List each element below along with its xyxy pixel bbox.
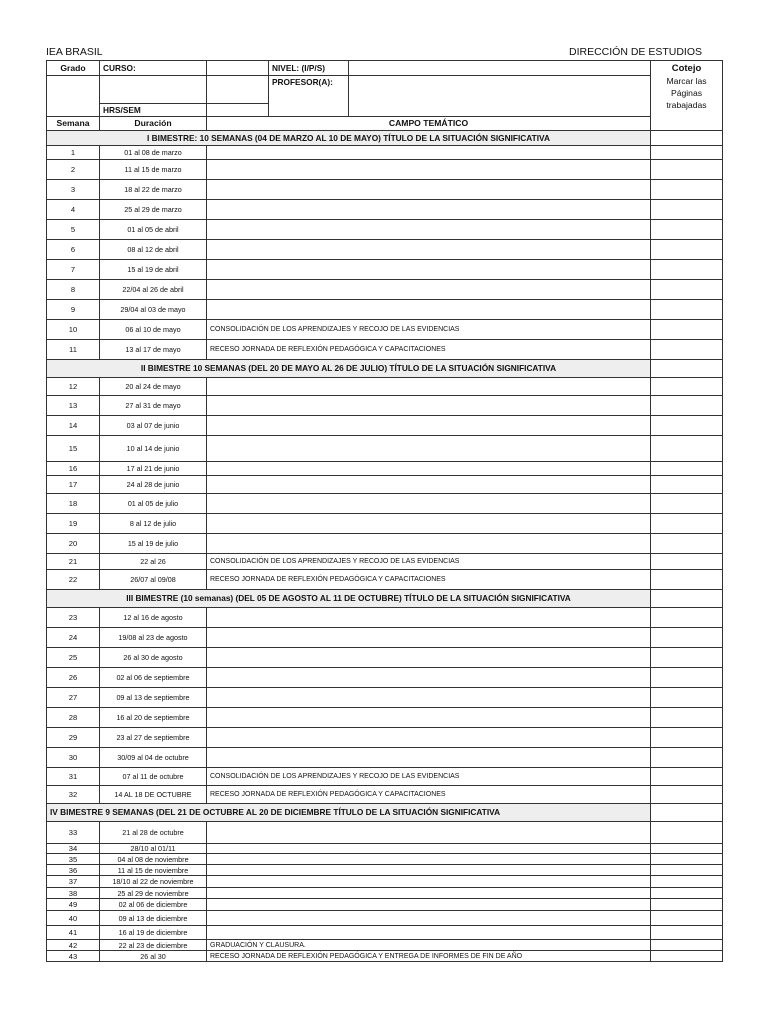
- week-row: [47, 854, 723, 865]
- cotejo-cell[interactable]: [651, 554, 723, 570]
- campo-tematico-cell[interactable]: RECESO JORNADA DE REFLEXIÓN PEDAGÓGICA Y ENTREGA DE INFORMES DE FIN DE AÑO: [207, 951, 651, 962]
- cotejo-line-3: trabajadas: [666, 100, 707, 110]
- bimestre-title: I BIMESTRE: 10 SEMANAS (04 DE MARZO AL 10 DE MAYO) TÍTULO DE LA SITUACIÓN SIGNIFICATIVA: [47, 131, 651, 146]
- week-number: 22: [47, 570, 100, 590]
- week-row: [47, 668, 723, 688]
- week-row: [47, 748, 723, 768]
- week-number: 37: [47, 876, 100, 888]
- week-dates: 08 al 12 de abril: [100, 240, 207, 260]
- week-row: [47, 436, 723, 462]
- campo-tematico-cell[interactable]: [207, 396, 651, 416]
- cotejo-cell[interactable]: [651, 340, 723, 360]
- week-number: 31: [47, 768, 100, 786]
- week-number: 4: [47, 200, 100, 220]
- campo-tematico-cell[interactable]: [207, 854, 651, 865]
- curso-label: CURSO:: [100, 61, 207, 76]
- bimestre-title: IV BIMESTRE 9 SEMANAS (DEL 21 DE OCTUBRE AL 20 DE DICIEMBRE TÍTULO DE LA SITUACIÓN SIGNIFICATIVA: [47, 804, 651, 822]
- week-row: [47, 768, 723, 786]
- campo-tematico-cell[interactable]: [207, 822, 651, 844]
- week-number: 34: [47, 844, 100, 854]
- week-row: [47, 865, 723, 876]
- week-dates: 11 al 15 de noviembre: [100, 865, 207, 876]
- week-number: 18: [47, 494, 100, 514]
- cotejo-cell[interactable]: [651, 494, 723, 514]
- cotejo-header: [651, 61, 723, 131]
- cotejo-cell[interactable]: [651, 648, 723, 668]
- campo-tematico-cell[interactable]: RECESO JORNADA DE REFLEXIÓN PEDAGÓGICA Y CAPACITACIONES: [207, 786, 651, 804]
- campo-tematico-cell[interactable]: [207, 648, 651, 668]
- week-dates: 22 al 23 de diciembre: [100, 940, 207, 951]
- week-row: [47, 180, 723, 200]
- week-dates: 02 al 06 de septiembre: [100, 668, 207, 688]
- cotejo-cell[interactable]: [651, 476, 723, 494]
- cotejo-cell[interactable]: [651, 804, 723, 822]
- week-row: [47, 708, 723, 728]
- cotejo-cell[interactable]: [651, 260, 723, 280]
- week-dates: 03 al 07 de junio: [100, 416, 207, 436]
- week-number: 9: [47, 300, 100, 320]
- week-dates: 18 al 22 de marzo: [100, 180, 207, 200]
- week-row: [47, 416, 723, 436]
- week-dates: 24 al 28 de junio: [100, 476, 207, 494]
- week-number: 2: [47, 160, 100, 180]
- week-number: 36: [47, 865, 100, 876]
- week-row: [47, 378, 723, 396]
- campo-tematico-cell[interactable]: [207, 628, 651, 648]
- week-number: 5: [47, 220, 100, 240]
- week-number: 49: [47, 899, 100, 911]
- cotejo-cell[interactable]: [651, 899, 723, 911]
- week-dates: 10 al 14 de junio: [100, 436, 207, 462]
- week-dates: 01 al 05 de julio: [100, 494, 207, 514]
- nivel-field[interactable]: [349, 61, 651, 76]
- campo-tematico-cell[interactable]: [207, 668, 651, 688]
- week-dates: 13 al 17 de mayo: [100, 340, 207, 360]
- week-number: 13: [47, 396, 100, 416]
- week-dates: 18/10 al 22 de noviembre: [100, 876, 207, 888]
- week-dates: 04 al 08 de noviembre: [100, 854, 207, 865]
- campo-tematico-cell[interactable]: [207, 494, 651, 514]
- profesor-label: PROFESOR(A):: [269, 76, 349, 117]
- week-dates: 17 al 21 de junio: [100, 462, 207, 476]
- week-number: 17: [47, 476, 100, 494]
- cotejo-cell[interactable]: [651, 436, 723, 462]
- week-number: 40: [47, 911, 100, 926]
- week-number: 3: [47, 180, 100, 200]
- cotejo-cell[interactable]: [651, 865, 723, 876]
- campo-tematico-cell[interactable]: [207, 708, 651, 728]
- campo-tematico-cell[interactable]: [207, 160, 651, 180]
- cotejo-cell[interactable]: [651, 822, 723, 844]
- curso-field[interactable]: [207, 61, 269, 76]
- week-dates: 09 al 13 de septiembre: [100, 688, 207, 708]
- week-number: 29: [47, 728, 100, 748]
- week-row: [47, 534, 723, 554]
- campo-tematico-cell[interactable]: [207, 180, 651, 200]
- week-number: 10: [47, 320, 100, 340]
- week-row: [47, 300, 723, 320]
- cotejo-cell[interactable]: [651, 514, 723, 534]
- campo-tematico-cell[interactable]: [207, 876, 651, 888]
- week-dates: 21 al 28 de octubre: [100, 822, 207, 844]
- cotejo-cell[interactable]: [651, 668, 723, 688]
- week-row: [47, 688, 723, 708]
- week-dates: 26 al 30: [100, 951, 207, 962]
- week-row: [47, 876, 723, 888]
- week-dates: 27 al 31 de mayo: [100, 396, 207, 416]
- curso-extra-field[interactable]: [207, 76, 269, 104]
- campo-tematico-cell[interactable]: [207, 911, 651, 926]
- campo-tematico-cell[interactable]: [207, 378, 651, 396]
- cotejo-cell[interactable]: [651, 146, 723, 160]
- cotejo-cell[interactable]: [651, 728, 723, 748]
- cotejo-cell[interactable]: [651, 926, 723, 940]
- cotejo-cell[interactable]: [651, 688, 723, 708]
- week-row: [47, 396, 723, 416]
- cotejo-cell[interactable]: [651, 844, 723, 854]
- week-number: 21: [47, 554, 100, 570]
- week-dates: 26 al 30 de agosto: [100, 648, 207, 668]
- week-row: [47, 911, 723, 926]
- week-row: [47, 320, 723, 340]
- cotejo-cell[interactable]: [651, 854, 723, 865]
- week-number: 38: [47, 888, 100, 899]
- cotejo-cell[interactable]: [651, 951, 723, 962]
- cotejo-cell[interactable]: [651, 786, 723, 804]
- hrs-field[interactable]: [207, 104, 269, 117]
- week-dates: 06 al 10 de mayo: [100, 320, 207, 340]
- week-number: 8: [47, 280, 100, 300]
- campo-tematico-cell[interactable]: [207, 534, 651, 554]
- cotejo-cell[interactable]: [651, 280, 723, 300]
- week-number: 30: [47, 748, 100, 768]
- week-row: [47, 260, 723, 280]
- campo-tematico-cell[interactable]: RECESO JORNADA DE REFLEXIÓN PEDAGÓGICA Y CAPACITACIONES: [207, 340, 651, 360]
- campo-tematico-cell[interactable]: [207, 436, 651, 462]
- campo-tematico-cell[interactable]: [207, 476, 651, 494]
- campo-tematico-cell[interactable]: [207, 865, 651, 876]
- cotejo-cell[interactable]: [651, 462, 723, 476]
- campo-tematico-cell[interactable]: [207, 748, 651, 768]
- campo-tematico-cell[interactable]: [207, 240, 651, 260]
- week-row: [47, 494, 723, 514]
- campo-tematico-cell[interactable]: [207, 608, 651, 628]
- week-dates: 25 al 29 de noviembre: [100, 888, 207, 899]
- week-number: 20: [47, 534, 100, 554]
- campo-tematico-cell[interactable]: CONSOLIDACIÓN DE LOS APRENDIZAJES Y RECOJO DE LAS EVIDENCIAS: [207, 554, 651, 570]
- week-number: 35: [47, 854, 100, 865]
- week-number: 28: [47, 708, 100, 728]
- week-row: [47, 899, 723, 911]
- week-number: 16: [47, 462, 100, 476]
- cotejo-cell[interactable]: [651, 180, 723, 200]
- bimestre-title: II BIMESTRE 10 SEMANAS (DEL 20 DE MAYO AL 26 DE JULIO) TÍTULO DE LA SITUACIÓN SIGNIFICATIVA: [47, 360, 651, 378]
- cotejo-line-2: Páginas: [670, 88, 703, 98]
- nivel-label: NIVEL: (I/P/S): [269, 61, 349, 76]
- week-dates: 12 al 16 de agosto: [100, 608, 207, 628]
- week-dates: 15 al 19 de abril: [100, 260, 207, 280]
- week-row: [47, 554, 723, 570]
- week-number: 42: [47, 940, 100, 951]
- curso-value-field[interactable]: [100, 76, 207, 104]
- week-dates: 8 al 12 de julio: [100, 514, 207, 534]
- week-row: [47, 628, 723, 648]
- week-dates: 16 al 19 de diciembre: [100, 926, 207, 940]
- week-number: 25: [47, 648, 100, 668]
- campo-tematico-cell[interactable]: [207, 514, 651, 534]
- week-number: 1: [47, 146, 100, 160]
- week-number: 23: [47, 608, 100, 628]
- cotejo-cell[interactable]: [651, 888, 723, 899]
- campo-tematico-cell[interactable]: [207, 926, 651, 940]
- week-number: 41: [47, 926, 100, 940]
- campo-tematico-cell[interactable]: [207, 462, 651, 476]
- grado-field[interactable]: [47, 76, 100, 117]
- week-number: 15: [47, 436, 100, 462]
- cotejo-line-1: Marcar las: [666, 76, 707, 86]
- week-dates: 22 al 26: [100, 554, 207, 570]
- cotejo-cell[interactable]: [651, 534, 723, 554]
- campo-tematico-cell[interactable]: [207, 844, 651, 854]
- cotejo-cell[interactable]: [651, 876, 723, 888]
- week-row: [47, 476, 723, 494]
- week-dates: 22/04 al 26 de abril: [100, 280, 207, 300]
- cotejo-cell[interactable]: [651, 748, 723, 768]
- week-number: 19: [47, 514, 100, 534]
- week-dates: 23 al 27 de septiembre: [100, 728, 207, 748]
- cotejo-cell[interactable]: [651, 378, 723, 396]
- cotejo-cell[interactable]: [651, 708, 723, 728]
- week-number: 12: [47, 378, 100, 396]
- week-row: [47, 786, 723, 804]
- cotejo-cell[interactable]: [651, 300, 723, 320]
- campo-tematico-cell[interactable]: [207, 688, 651, 708]
- week-number: 6: [47, 240, 100, 260]
- week-row: [47, 940, 723, 951]
- cotejo-cell[interactable]: [651, 131, 723, 146]
- week-dates: 14 AL 18 DE OCTUBRE: [100, 786, 207, 804]
- campo-tematico-cell[interactable]: [207, 416, 651, 436]
- cotejo-cell[interactable]: [651, 160, 723, 180]
- week-row: [47, 951, 723, 962]
- cotejo-cell[interactable]: [651, 570, 723, 590]
- week-number: 24: [47, 628, 100, 648]
- cotejo-title: Cotejo: [671, 63, 702, 74]
- planning-table: [46, 60, 723, 962]
- week-row: [47, 728, 723, 748]
- cotejo-cell[interactable]: [651, 240, 723, 260]
- week-number: 11: [47, 340, 100, 360]
- week-number: 26: [47, 668, 100, 688]
- duracion-header: Duración: [100, 117, 207, 131]
- week-number: 14: [47, 416, 100, 436]
- cotejo-cell[interactable]: [651, 396, 723, 416]
- campo-tematico-cell[interactable]: [207, 728, 651, 748]
- campo-tematico-cell[interactable]: [207, 300, 651, 320]
- week-dates: 20 al 24 de mayo: [100, 378, 207, 396]
- week-dates: 01 al 08 de marzo: [100, 146, 207, 160]
- cotejo-cell[interactable]: [651, 628, 723, 648]
- campo-tematico-cell[interactable]: [207, 146, 651, 160]
- week-dates: 01 al 05 de abril: [100, 220, 207, 240]
- week-dates: 09 al 13 de diciembre: [100, 911, 207, 926]
- week-row: [47, 570, 723, 590]
- cotejo-cell[interactable]: [651, 608, 723, 628]
- week-number: 43: [47, 951, 100, 962]
- cotejo-cell[interactable]: [651, 768, 723, 786]
- campo-tematico-cell[interactable]: [207, 899, 651, 911]
- school-name: IEA BRASIL: [46, 46, 103, 58]
- campo-tematico-cell[interactable]: [207, 200, 651, 220]
- hrs-label: HRS/SEM: [100, 104, 207, 117]
- week-number: 32: [47, 786, 100, 804]
- week-number: 33: [47, 822, 100, 844]
- cotejo-cell[interactable]: [651, 590, 723, 608]
- week-dates: 11 al 15 de marzo: [100, 160, 207, 180]
- week-number: 7: [47, 260, 100, 280]
- week-row: [47, 888, 723, 899]
- week-dates: 25 al 29 de marzo: [100, 200, 207, 220]
- week-number: 27: [47, 688, 100, 708]
- week-dates: 19/08 al 23 de agosto: [100, 628, 207, 648]
- week-row: [47, 462, 723, 476]
- cotejo-cell[interactable]: [651, 940, 723, 951]
- week-dates: 29/04 al 03 de mayo: [100, 300, 207, 320]
- week-dates: 02 al 06 de diciembre: [100, 899, 207, 911]
- week-row: [47, 608, 723, 628]
- week-row: [47, 160, 723, 180]
- week-row: [47, 514, 723, 534]
- week-dates: 07 al 11 de octubre: [100, 768, 207, 786]
- campo-tematico-cell[interactable]: RECESO JORNADA DE REFLEXIÓN PEDAGÓGICA Y CAPACITACIONES: [207, 570, 651, 590]
- campo-tematico-cell[interactable]: CONSOLIDACIÓN DE LOS APRENDIZAJES Y RECOJO DE LAS EVIDENCIAS: [207, 768, 651, 786]
- cotejo-cell[interactable]: [651, 200, 723, 220]
- grado-label: Grado: [47, 61, 100, 76]
- week-dates: 15 al 19 de julio: [100, 534, 207, 554]
- week-row: [47, 844, 723, 854]
- week-row: [47, 200, 723, 220]
- cotejo-cell[interactable]: [651, 416, 723, 436]
- campo-tematico-cell[interactable]: [207, 220, 651, 240]
- week-row: [47, 648, 723, 668]
- week-row: [47, 926, 723, 940]
- campo-tematico-cell[interactable]: [207, 888, 651, 899]
- bimestre-title: III BIMESTRE (10 semanas) (DEL 05 DE AGOSTO AL 11 DE OCTUBRE) TÍTULO DE LA SITUACIÓN SIGNIFICATIVA: [47, 590, 651, 608]
- cotejo-cell[interactable]: [651, 320, 723, 340]
- campo-tematico-cell[interactable]: [207, 260, 651, 280]
- cotejo-cell[interactable]: [651, 911, 723, 926]
- cotejo-cell[interactable]: [651, 360, 723, 378]
- campo-tematico-cell[interactable]: CONSOLIDACIÓN DE LOS APRENDIZAJES Y RECOJO DE LAS EVIDENCIAS: [207, 320, 651, 340]
- department-name: DIRECCIÓN DE ESTUDIOS: [568, 46, 702, 58]
- semana-header: Semana: [47, 117, 100, 131]
- week-row: [47, 280, 723, 300]
- cotejo-cell[interactable]: [651, 220, 723, 240]
- week-row: [47, 340, 723, 360]
- week-dates: 16 al 20 de septiembre: [100, 708, 207, 728]
- week-row: [47, 240, 723, 260]
- campo-tematico-cell[interactable]: GRADUACIÓN Y CLAUSURA.: [207, 940, 651, 951]
- profesor-field[interactable]: [349, 76, 651, 117]
- week-row: [47, 146, 723, 160]
- week-row: [47, 822, 723, 844]
- week-dates: 30/09 al 04 de octubre: [100, 748, 207, 768]
- week-dates: 26/07 al 09/08: [100, 570, 207, 590]
- week-row: [47, 220, 723, 240]
- campo-tematico-header: CAMPO TEMÁTICO: [207, 117, 651, 131]
- campo-tematico-cell[interactable]: [207, 280, 651, 300]
- week-dates: 28/10 al 01/11: [100, 844, 207, 854]
